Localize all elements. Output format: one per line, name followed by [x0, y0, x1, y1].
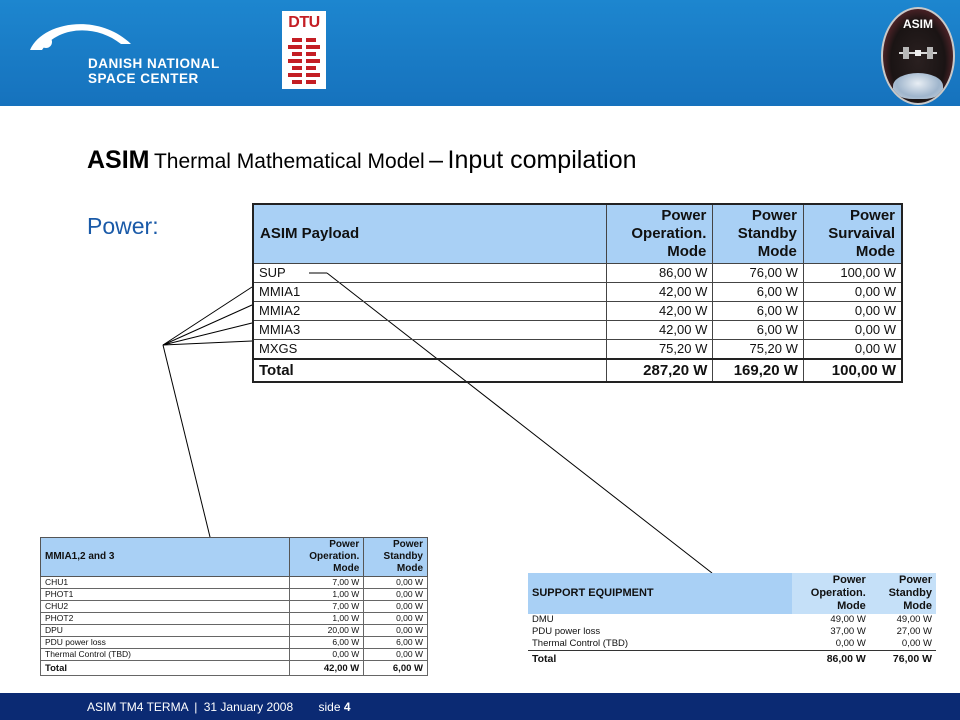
cell-value: 7,00 W — [290, 577, 364, 589]
cell-value: 1,00 W — [290, 613, 364, 625]
column-header: Power Operation. Mode — [607, 204, 713, 264]
cell-value: 0,00 W — [364, 601, 428, 613]
cell-value: 6,00 W — [713, 302, 804, 321]
cell-value: 0,00 W — [835, 638, 866, 649]
asim-badge-label: ASIM — [903, 17, 933, 31]
cell-value: 37,00 W — [830, 626, 866, 637]
column-header: Power Operation. Mode — [290, 538, 364, 577]
table-total-row — [253, 359, 902, 382]
asim-payload-table — [252, 203, 903, 383]
total-value: 169,20 W — [713, 359, 804, 382]
table-row — [253, 340, 902, 360]
title-part1: ASIM — [87, 146, 150, 174]
cell-label: MMIA2 — [253, 302, 607, 321]
table-row — [253, 264, 902, 283]
footer-org: TERMA — [146, 700, 188, 714]
total-value: 287,20 W — [607, 359, 713, 382]
power-label: Power: — [87, 213, 159, 239]
total-value: 76,00 W — [870, 651, 936, 668]
footer-date: 31 January 2008 — [203, 700, 294, 714]
total-value: 6,00 W — [364, 661, 428, 676]
callout-line-mmia3 — [163, 323, 252, 345]
cell-value: 27,00 W — [896, 626, 932, 637]
cell-label: PDU power loss — [532, 626, 601, 637]
cell-value: 7,00 W — [290, 601, 364, 613]
total-value: 42,00 W — [290, 661, 364, 676]
total-label: Total — [253, 359, 607, 382]
cell-label: CHU2 — [41, 601, 290, 613]
cell-value: 42,00 W — [607, 321, 713, 340]
column-header: Power Survaival Mode — [803, 204, 902, 264]
cell-value: 0,00 W — [290, 649, 364, 661]
table-row — [528, 614, 936, 626]
title-dash: – — [429, 146, 444, 174]
cell-value: 0,00 W — [364, 649, 428, 661]
total-value: 100,00 W — [803, 359, 902, 382]
column-header: ASIM Payload — [253, 204, 607, 264]
cell-label: MMIA3 — [253, 321, 607, 340]
cell-value: 0,00 W — [364, 589, 428, 601]
table-row — [253, 302, 902, 321]
cell-value: 0,00 W — [901, 638, 932, 649]
table-row — [41, 625, 428, 637]
cell-value: 0,00 W — [364, 625, 428, 637]
cell-label: Thermal Control (TBD) — [532, 638, 629, 649]
cell-value: 0,00 W — [803, 321, 902, 340]
cell-value: 6,00 W — [713, 321, 804, 340]
cell-value: 42,00 W — [607, 302, 713, 321]
table-row — [528, 638, 936, 651]
cell-value: 49,00 W — [896, 614, 932, 625]
cell-value: 20,00 W — [290, 625, 364, 637]
table-row — [41, 601, 428, 613]
cell-value: 0,00 W — [803, 302, 902, 321]
footer-doc: ASIM TM4 — [87, 700, 144, 714]
cell-value: 6,00 W — [290, 637, 364, 649]
cell-value: 75,20 W — [713, 340, 804, 360]
footer-page-number: 4 — [343, 700, 351, 714]
cell-label: PDU power loss — [41, 637, 290, 649]
cell-value: 0,00 W — [364, 577, 428, 589]
cell-label: CHU1 — [41, 577, 290, 589]
cell-value: 75,20 W — [607, 340, 713, 360]
table-row — [41, 613, 428, 625]
asim-mission-badge — [881, 7, 955, 105]
header-band — [0, 0, 960, 106]
cell-label: PHOT2 — [41, 613, 290, 625]
column-header: Power Standby Mode — [713, 204, 804, 264]
total-label: Total — [41, 661, 290, 676]
org-name-line1: DANISH NATIONAL — [88, 56, 220, 71]
dtu-logo — [282, 11, 326, 89]
table-total-row — [528, 651, 936, 668]
table-row — [41, 589, 428, 601]
slide-title — [87, 146, 637, 175]
callout-line-mmia2 — [163, 305, 252, 345]
dnsc-arc-logo-icon — [28, 18, 133, 52]
footer-band — [0, 693, 960, 720]
cell-label: Thermal Control (TBD) — [41, 649, 290, 661]
total-value: 86,00 W — [792, 651, 870, 668]
mmia-detail-table — [40, 537, 428, 676]
cell-value: 86,00 W — [607, 264, 713, 283]
cell-value: 0,00 W — [803, 283, 902, 302]
table-header-row — [253, 204, 902, 264]
table-row — [253, 283, 902, 302]
cell-value: 0,00 W — [364, 613, 428, 625]
table-header-row — [41, 538, 428, 577]
cell-label: MXGS — [253, 340, 607, 360]
cell-label: DMU — [532, 614, 554, 625]
footer-text — [87, 700, 351, 714]
cell-label: SUP — [253, 264, 607, 283]
cell-value: 49,00 W — [830, 614, 866, 625]
title-part2: Thermal Mathematical Model — [153, 150, 425, 173]
cell-label: PHOT1 — [41, 589, 290, 601]
column-header: MMIA1,2 and 3 — [41, 538, 290, 577]
column-header: Power Operation. Mode — [792, 573, 870, 614]
org-name-line2: SPACE CENTER — [88, 71, 199, 86]
callout-line-mmia1 — [163, 287, 252, 345]
table-header-row — [528, 573, 936, 614]
table-row — [253, 321, 902, 340]
table-row — [41, 637, 428, 649]
column-header: Power Standby Mode — [364, 538, 428, 577]
column-header: Power Standby Mode — [870, 573, 936, 614]
table-row — [41, 577, 428, 589]
callout-line-mxgs — [163, 341, 252, 345]
cell-value: 100,00 W — [803, 264, 902, 283]
dtu-stripes-icon — [288, 38, 320, 86]
support-equipment-table — [528, 573, 936, 667]
total-label: Total — [528, 651, 792, 668]
title-part3: Input compilation — [447, 146, 637, 174]
column-header: SUPPORT EQUIPMENT — [528, 573, 792, 614]
earth-icon — [893, 73, 943, 99]
table-total-row — [41, 661, 428, 676]
cell-label: MMIA1 — [253, 283, 607, 302]
cell-label: DPU — [41, 625, 290, 637]
footer-page-label: side — [318, 700, 341, 714]
org-name — [88, 56, 220, 86]
cell-value: 76,00 W — [713, 264, 804, 283]
cell-value: 1,00 W — [290, 589, 364, 601]
cell-value: 42,00 W — [607, 283, 713, 302]
cell-value: 6,00 W — [713, 283, 804, 302]
table-row — [528, 626, 936, 638]
table-row — [41, 649, 428, 661]
dtu-logo-label: DTU — [288, 14, 320, 31]
cell-value: 0,00 W — [803, 340, 902, 360]
footer-separator: | — [194, 700, 198, 714]
cell-value: 6,00 W — [364, 637, 428, 649]
callout-line-mmia-detail — [163, 345, 210, 537]
space-station-icon — [899, 47, 937, 59]
